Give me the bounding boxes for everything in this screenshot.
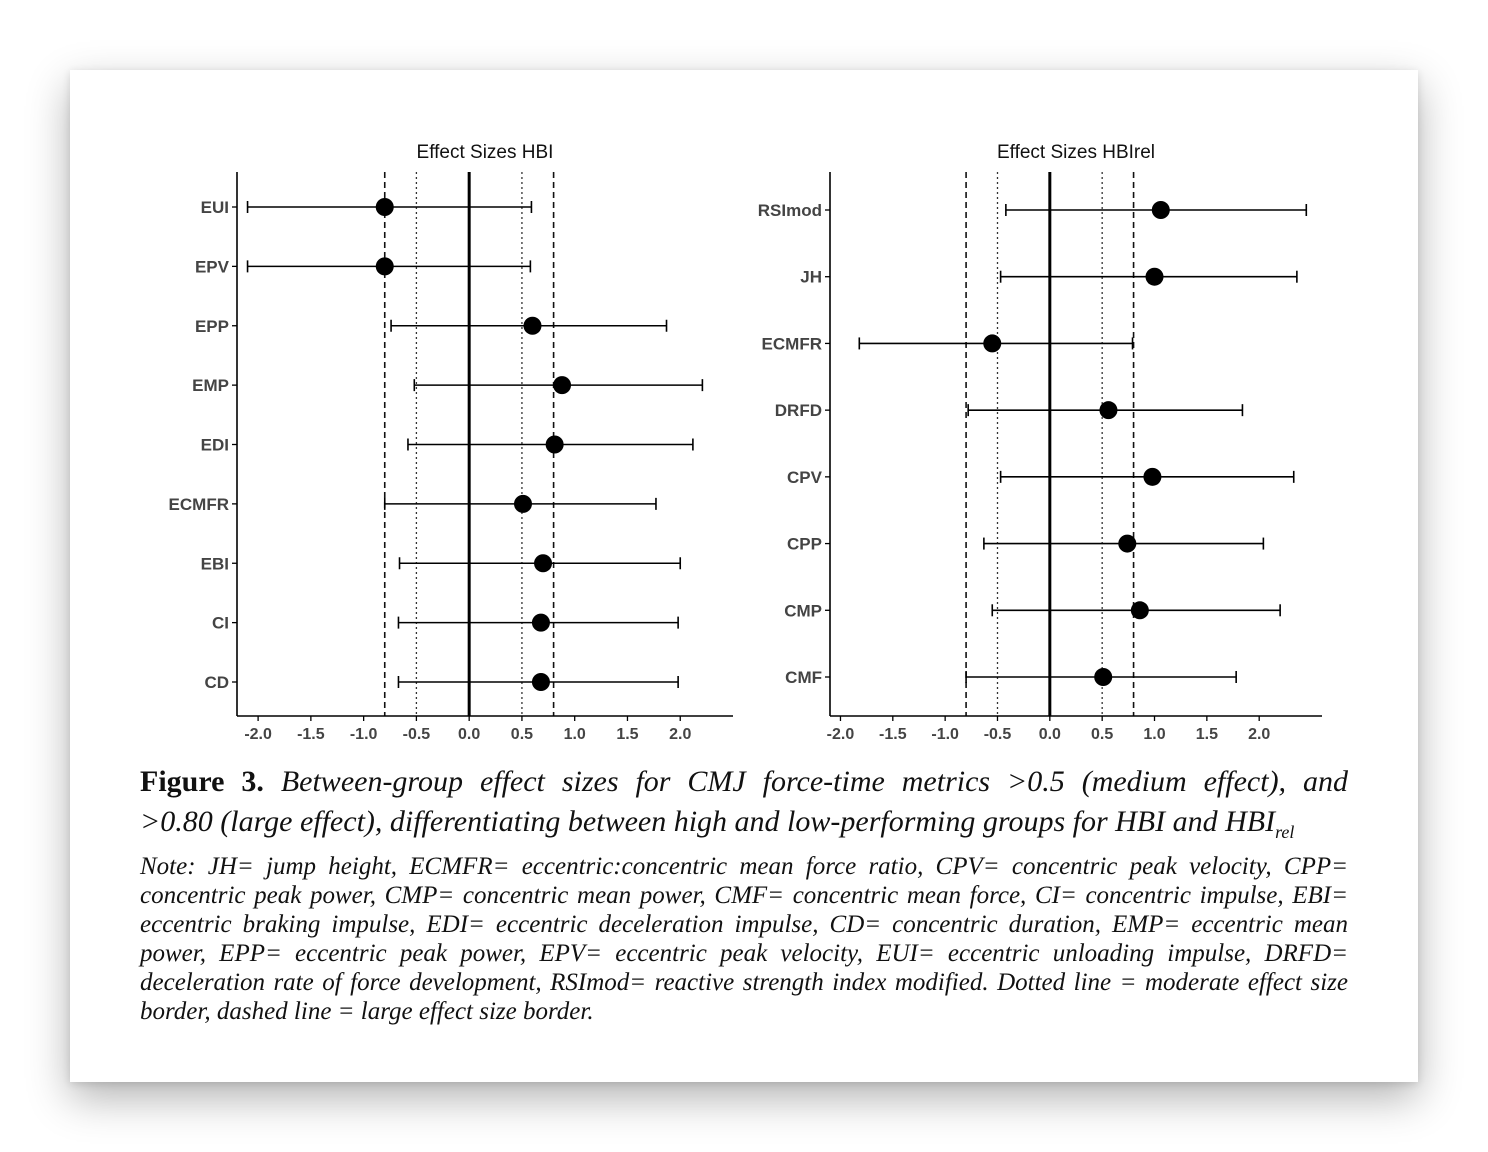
effect-size-point xyxy=(376,198,394,216)
effect-size-point xyxy=(553,376,571,394)
y-tick-label: CPP xyxy=(787,534,822,554)
caption-note: Note: JH= jump height, ECMFR= eccentric:concentric mean force ratio, CPV= concentric peak velocity, CPP= concentric peak power, CMP= concentric mean power, CMF= concentric mean force, CI= concentric impulse, EBI= eccentric braking impulse, EDI= eccentric deceleration impulse, CD= concentric duration, EMP= eccentric mean power, EPP= eccentric peak power, EPV= eccentric peak velocity, EUI= eccentric unloading impulse, DRFD= deceleration rate of force development, RSImod= reactive strength index modified. Dotted line = moderate effect size border, dashed line = large effect size border. xyxy=(140,853,1348,1025)
y-tick-label: EPV xyxy=(194,257,229,277)
effect-size-point xyxy=(523,317,541,335)
x-tick-label: -1.5 xyxy=(879,726,907,743)
caption-title-line2-text: >0.80 (large effect), differentiating between high and low-performing groups for HBI and HBI xyxy=(140,805,1276,838)
x-tick-label: 2.0 xyxy=(1248,726,1271,743)
forest-plot-hbi xyxy=(169,142,733,743)
plot-title: Effect Sizes HBIrel xyxy=(996,142,1156,163)
x-tick-label: 0.0 xyxy=(1038,726,1061,743)
forest-plot-hbirel xyxy=(758,142,1322,743)
plot-title: Effect Sizes HBI xyxy=(416,142,554,163)
y-tick-label: ECMFR xyxy=(168,494,229,514)
x-tick-label: 0.5 xyxy=(510,726,534,743)
y-tick-label: EUI xyxy=(200,198,229,217)
effect-size-point xyxy=(534,554,552,572)
caption-title-text: Between-group effect sizes for CMJ force-time metrics >0.5 (medium effect), and xyxy=(280,765,1349,798)
effect-size-point xyxy=(1143,468,1161,486)
y-tick-label: RSImod xyxy=(757,201,822,220)
caption-title-line2 xyxy=(140,802,1348,852)
effect-size-point xyxy=(1152,201,1170,219)
effect-size-point xyxy=(514,495,532,513)
effect-size-point xyxy=(1094,668,1112,686)
effect-size-point xyxy=(1118,535,1136,553)
effect-size-point xyxy=(983,334,1001,352)
x-tick-label: -1.0 xyxy=(931,726,959,743)
y-tick-label: DRFD xyxy=(774,401,822,421)
y-tick-label: CI xyxy=(212,613,229,633)
x-tick-label: 0.5 xyxy=(1091,726,1114,743)
caption-subscript: rel xyxy=(1275,822,1295,842)
y-tick-label: EMP xyxy=(192,376,229,396)
effect-size-point xyxy=(546,436,564,454)
caption-title-line1 xyxy=(140,762,1348,802)
x-tick-label: 1.5 xyxy=(1195,726,1218,743)
x-tick-label: -1.0 xyxy=(349,726,378,743)
effect-size-point xyxy=(532,614,550,632)
effect-size-point xyxy=(532,673,550,691)
y-tick-label: CPV xyxy=(787,467,822,487)
x-tick-label: -2.0 xyxy=(244,726,272,743)
figure-caption xyxy=(140,762,1348,1026)
effect-size-point xyxy=(1099,401,1117,419)
x-tick-label: 1.0 xyxy=(563,726,586,743)
effect-size-point xyxy=(1131,601,1149,619)
x-tick-label: 0.0 xyxy=(458,726,481,743)
effect-size-point xyxy=(376,257,394,275)
figure-label: Figure 3. xyxy=(140,765,264,798)
x-tick-label: -2.0 xyxy=(826,726,855,743)
y-tick-label: EBI xyxy=(200,554,229,574)
y-tick-label: CMP xyxy=(784,601,822,621)
x-tick-label: -1.5 xyxy=(297,726,325,743)
y-tick-label: EDI xyxy=(200,435,229,455)
y-tick-label: EPP xyxy=(194,316,229,336)
effect-size-point xyxy=(1146,268,1164,286)
x-tick-label: -0.5 xyxy=(402,726,431,743)
y-tick-label: ECMFR xyxy=(761,334,822,354)
x-tick-label: 2.0 xyxy=(669,726,692,743)
x-tick-label: -0.5 xyxy=(983,726,1012,743)
x-tick-label: 1.5 xyxy=(616,726,639,743)
y-tick-label: CMF xyxy=(785,668,822,687)
y-tick-label: JH xyxy=(800,267,822,287)
x-tick-label: 1.0 xyxy=(1143,726,1166,743)
y-tick-label: CD xyxy=(204,673,229,692)
